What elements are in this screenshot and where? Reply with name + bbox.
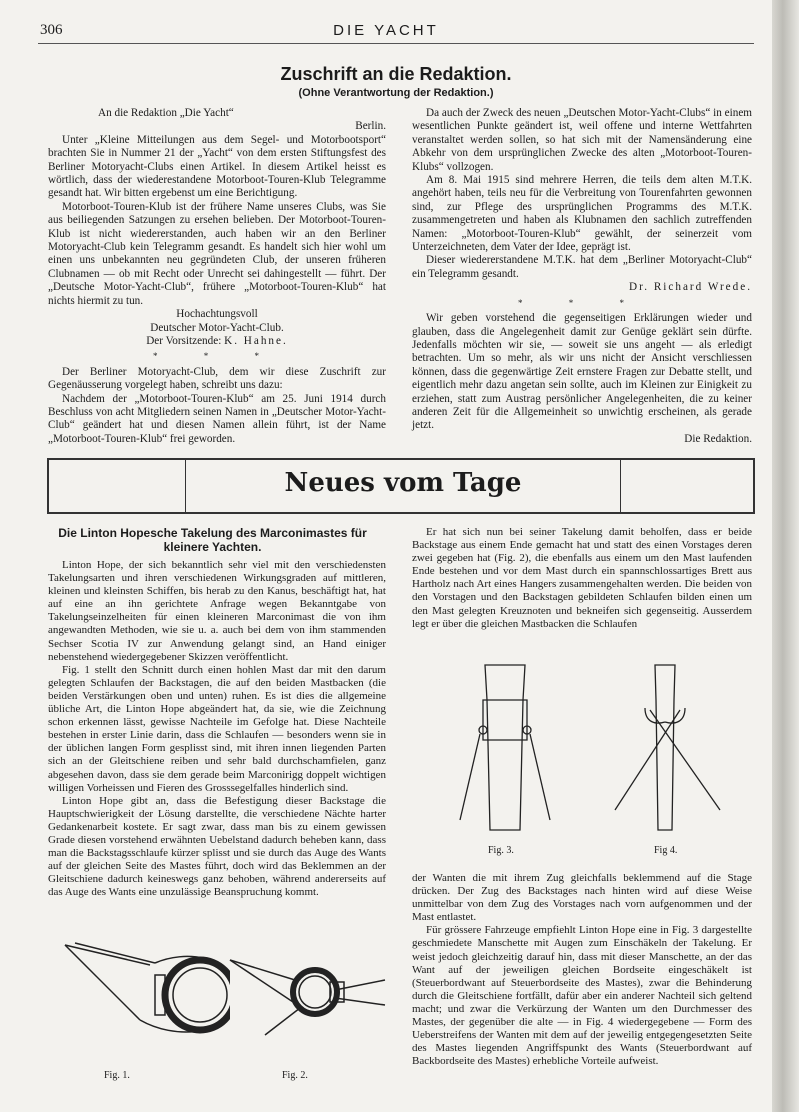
banner-inner-box bbox=[185, 460, 621, 512]
letter-right-column bbox=[412, 107, 752, 446]
paragraph: Er hat sich nun bei seiner Takelung damit beholfen, dass er beide Backstage aus einem Ende gemacht hat und statt des einen Vorstages deren zwei gegeben hat (Fig. 2), die ebenfalls aus einem um den Mast laufenden Ende bestehen und vor dem Mast durch ein spannschlossartiges Brett aus Hartholz nach Art eines Hangers zusammengehalten werden. Die beiden von den Vorstagen und den Backstagen gebildeten Schlaufen bilden einen um den Mast gelegten Kreuznoten und bekneifen sich gegenseitig. Ausserdem legt er über die gleichen Mastbacken die Schlaufen bbox=[412, 526, 752, 630]
article-title: Die Linton Hopesche Takelung des Marconimastes für kleinere Yachten. bbox=[58, 526, 367, 554]
paragraph: Nachdem der „Motorboot-Touren-Klub“ am 25. Juni 1914 durch Beschluss von acht Mitgliedern seinen Namen in „Deutscher Motor-Yacht-Club“ geändert hat und diesen Namen allein führt, ist der Name „Motorboot-Touren-Klub“ frei geworden. bbox=[48, 392, 386, 445]
figure-2-illustration bbox=[225, 950, 390, 1050]
paragraph: Da auch der Zweck des neuen „Deutschen Motor-Yacht-Clubs“ in einem wesentlichen Punkte geändert ist, weil offene und interne Wettfahrten veranstaltet werden sollen, so hat sich mit der Namensänderung eine Abkehr von dem ursprünglichen Zwecke des alten „Motorboot-Touren-Klubs“ vollzogen. bbox=[412, 107, 752, 173]
figure-3-caption: Fig. 3. bbox=[488, 845, 514, 856]
paragraph: Linton Hope, der sich bekanntlich sehr viel mit den verschiedensten Takelungsarten und ihren verschiedenen Wirkungsgraden auf mittleren, kleinen und kleinsten Schiffen, bis herab zu den Kanus, beschäftigt hat, hat auf eine an ihn gerichtete Anfrage wegen Bekanntgabe von Takelungseinzelheiten für einen kleineren Marconimast die von ihm angewandten Methoden, wie sie u. a. auch bei dem von ihm stammenden Sechser Scotia IV zur Anwendung gelangt sind, an Hand einiger nebenstehend wiedergegebener Skizzen veröffentlicht. bbox=[48, 559, 386, 663]
paragraph: Motorboot-Touren-Klub ist der frühere Name unseres Clubs, was Sie aus beiliegenden Satzungen zu ersehen belieben. Der Motorboot-Touren-Klub ist nicht wiedererstanden, auch haben wir an den Berliner Motoryacht-Club kein Telegramm gesandt. Es handelt sich hier wohl um einen uns unbekannten neu gegründeten Club, der unseren früheren Clubnamen — ob mit Recht oder Unrecht sei dahingestellt — führt. Der „Deutsche Motor-Yacht-Club“, frühere „Motorboot-Touren-Klub“ hat nichts hiermit zu tun. bbox=[48, 200, 386, 307]
letter-subtitle: (Ohne Verantwortung der Redaktion.) bbox=[298, 87, 494, 99]
running-title: DIE YACHT bbox=[333, 22, 439, 39]
signer-name: K. Hahne. bbox=[224, 334, 288, 347]
signature bbox=[48, 335, 386, 348]
article-right-column-bottom bbox=[412, 872, 752, 1068]
letter-title: Zuschrift an die Redaktion. bbox=[280, 64, 512, 84]
separator-stars: * * * bbox=[153, 351, 281, 362]
figure-3-illustration bbox=[455, 660, 555, 840]
signer-role: Der Vorsitzende: bbox=[146, 334, 222, 347]
signature: Die Redaktion. bbox=[684, 432, 752, 445]
figure-2-caption: Fig. 2. bbox=[282, 1070, 308, 1081]
paragraph: Unter „Kleine Mitteilungen aus dem Segel- und Motorbootsport“ brachten Sie in Nummer 21 der „Yacht“ von dem ersten Stiftungsfest des Berliner Motoryacht-Clubs einen Artikel. In diesem Artikel heisst es wörtlich, dass der wiederestandene Motorboot-Touren-Klub Telegramme gesandt hat. Wir bitten ergebenst um eine Berichtigung. bbox=[48, 133, 386, 200]
salutation: An die Redaktion „Die Yacht“ bbox=[98, 107, 234, 119]
article-right-column-top bbox=[412, 526, 752, 631]
figure-1-illustration bbox=[55, 935, 230, 1055]
paragraph: Am 8. Mai 1915 sind mehrere Herren, die teils dem alten M.T.K. angehört haben, teils neu für die Verbreitung von Tourenfahrten gewonnen sind, zur Pflege des ursprünglichen Programms des M.T.K. zusammengetreten und haben als Klubnamen den sachlich zutreffenden Namen: „Motorboot-Touren-Klub“ gewählt, der seinerzeit vom Unterzeichneten, dem Vater der Idee, geprägt ist. bbox=[412, 174, 752, 254]
figure-4-illustration bbox=[610, 660, 725, 840]
paragraph: Fig. 1 stellt den Schnitt durch einen hohlen Mast dar mit den darum gelegten Schlaufen der Backstagen, die auf den beiden Mastbacken (die beiden Verstärkungen oben und unten) ruhen. Es ist dies die allgemeine übliche Art, die Linton Hope abgeändert hat, da sie, wie die Zeichnung schon erkennen lässt, gewisse Nachteile im Gefolge hat. Diese Nachteile bestehen in erster Linie darin, dass die Schlaufen — besonders wenn sie in der üblichen langen Form gesplisst sind, mit ihren innen liegenden Parten sich an der Gleitschiene reiben und sehr bald durchschamfielen, ganz abgesehen davon, dass sie dem gerade beim Marconirigg doppelt wichtigen willigen Vorheissen und Fieren des Grosssegelfalles hinderlich sind. bbox=[48, 663, 386, 794]
figure-1-caption: Fig. 1. bbox=[104, 1070, 130, 1081]
paragraph: Dieser wiedererstandene M.T.K. hat dem „Berliner Motoryacht-Club“ ein Telegramm gesandt. bbox=[412, 254, 752, 280]
page-edge bbox=[772, 0, 799, 1112]
figure-4-caption: Fig 4. bbox=[654, 845, 678, 856]
closing: Hochachtungsvoll bbox=[176, 308, 258, 321]
signature: Dr. Richard Wrede. bbox=[629, 281, 752, 294]
club-name: Deutscher Motor-Yacht-Club. bbox=[150, 321, 284, 334]
paragraph: Wir geben vorstehend die gegenseitigen Erklärungen wieder und glauben, dass die Angelegenheit damit zur Genüge geklärt sein dürfte. Jedenfalls möchten wir sie, — soweit sie uns angeht — als erledigt betrachten. Um so mehr, als wir uns nicht der Ansicht verschliessen können, dass die gegenwärtige Zeit ernstere Fragen zur Debatte stellt, und eigentlich mehr dazu angetan sein sollte, auch im Kleinen zur Einigkeit zu erziehen, statt zum Austrag persönlicher Angelegenheiten, die zu keiner anderen Zeit für die Allgemeinheit so unwichtig erscheinen, als gerade jetzt. bbox=[412, 312, 752, 432]
paragraph: Linton Hope gibt an, dass die Befestigung dieser Backstage die Hauptschwierigkeit der Lösung darstellte, die verschiedene Nächte harter Gedankenarbeit kostete. Er sagt zwar, dass man bis zu einem gewissen Grade diesen vorstehend erwähnten Uebelstand dadurch beheben kann, dass man die Backstagsschlaufe kürzer splisst und sie durch das Auge des Wants auf der gleichen Seite des Mastes führt, doch wird das Beklemmen an der Gleitschiene dadurch keineswegs ganz behoben, während andererseits auf das Auge des Wants eine unzulässige Beanspruchung kommt. bbox=[48, 794, 386, 899]
article-left-column bbox=[48, 559, 386, 899]
letter-left-column bbox=[48, 107, 386, 446]
separator-stars: * * * bbox=[518, 297, 646, 308]
place: Berlin. bbox=[355, 120, 386, 133]
header-rule bbox=[38, 43, 754, 44]
page-number: 306 bbox=[40, 22, 63, 38]
paragraph: der Wanten die mit ihrem Zug gleichfalls beklemmend auf die Stage drücken. Der Zug des Backstages nach hinten wird auf diese Weise unmittelbar von dem Zug des Vorstages nach vorn aufgenommen und der Mast entlastet. bbox=[412, 872, 752, 924]
section-banner bbox=[47, 458, 755, 514]
paragraph: Der Berliner Motoryacht-Club, dem wir diese Zuschrift zur Gegenäusserung vorgelegt haben, schreibt uns dazu: bbox=[48, 365, 386, 392]
section-title: Neues vom Tage bbox=[284, 468, 522, 498]
paragraph: Für grössere Fahrzeuge empfiehlt Linton Hope eine in Fig. 3 dargestellte geschmiedete Manschette mit Augen zum Einschäkeln der Takelung. Er weist jedoch gleichzeitig darauf hin, dass mit dieser Manschette, an der das Want auf der jeweiligen gleichen Bordseite eingeschäkelt ist (Steuerbordwant auf Steuerbordseite des Mastes), zwar die Behinderung durch die Gleitschiene fortfällt, dafür aber ein anderer Nachteil sich geltend macht; und zwar die Verkürzung der Wanten um den Durchmesser des Mastes, der gegenüber die alte — in Fig. 4 wiedergegebene — Form des Ueberstreifens der Wanten mit dem auf der jeweilig entgegengesetzten Seite des Mastes liegenden Angriffspunkt des Wants (Steuerbordwant auf Backbordseite des Mastes) erhebliche Vorteile aufweist. bbox=[412, 924, 752, 1068]
